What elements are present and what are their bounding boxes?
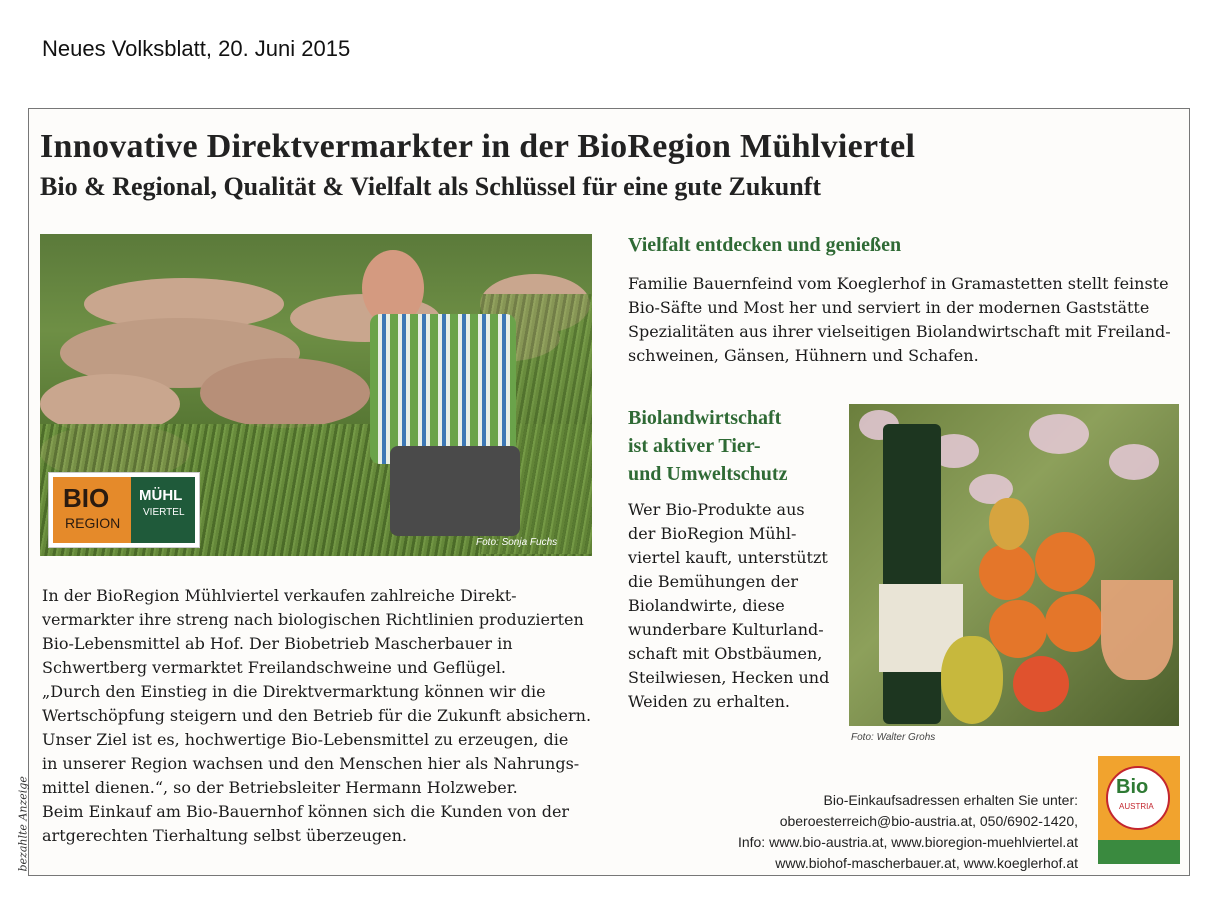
photo-credit: Foto: Walter Grohs bbox=[851, 732, 936, 743]
text-line: Wertschöpfung steigern und den Betrieb für die Zukunft absichern. bbox=[42, 706, 592, 725]
paid-ad-label: bezahlte Anzeige bbox=[16, 776, 30, 872]
text-line: in unserer Region wachsen und den Menschen hier als Nahrungs- bbox=[42, 754, 580, 773]
bioregion-muehlviertel-logo bbox=[48, 472, 200, 548]
source-line: Neues Volksblatt, 20. Juni 2015 bbox=[42, 36, 351, 61]
text-line: die Bemühungen der bbox=[628, 572, 798, 591]
left-body-text bbox=[42, 584, 602, 848]
text-line: Bio-Säfte und Most her und serviert in der modernen Gaststätte bbox=[628, 298, 1150, 317]
text-line: viertel kauft, unterstützt bbox=[628, 548, 828, 567]
logo-bio-text: BIO bbox=[63, 483, 110, 513]
headline: Innovative Direktvermarkter in der BioRegion Mühlviertel bbox=[40, 128, 916, 165]
heading-line: ist aktiver Tier- bbox=[628, 435, 761, 457]
section-heading-vielfalt: Vielfalt entdecken und genießen bbox=[628, 234, 902, 256]
bio-austria-logo bbox=[1098, 756, 1180, 864]
text-line: vermarkter ihre streng nach biologischen Richtlinien produzierten bbox=[42, 610, 584, 629]
text-line: Steilwiesen, Hecken und bbox=[628, 668, 830, 687]
text-line: artgerechten Tierhaltung selbst überzeugen. bbox=[42, 826, 407, 845]
heading-line: und Umweltschutz bbox=[628, 463, 788, 485]
section-body-vielfalt bbox=[628, 272, 1176, 368]
text-line: Spezialitäten aus ihrer vielseitigen Biolandwirtschaft mit Freiland- bbox=[628, 322, 1171, 341]
sidebar-note bbox=[6, 760, 30, 880]
text-line: Schwertberg vermarktet Freilandschweine und Geflügel. bbox=[42, 658, 507, 677]
text-line: Weiden zu erhalten. bbox=[628, 692, 791, 711]
text-line: Bio-Lebensmittel ab Hof. Der Biobetrieb Mascherbauer in bbox=[42, 634, 513, 653]
fruit-juice-photo bbox=[849, 404, 1179, 726]
heading-line: Biolandwirtschaft bbox=[628, 407, 782, 429]
info-line: Bio-Einkaufsadressen erhalten Sie unter: bbox=[823, 792, 1078, 808]
text-line: der BioRegion Mühl- bbox=[628, 524, 797, 543]
info-line: Info: www.bio-austria.at, www.bioregion-muehlviertel.at bbox=[737, 834, 1078, 850]
logo-viertel-text: VIERTEL bbox=[143, 507, 185, 518]
text-line: schaft mit Obstbäumen, bbox=[628, 644, 823, 663]
subheadline: Bio & Regional, Qualität & Vielfalt als Schlüssel für eine gute Zukunft bbox=[40, 172, 822, 201]
info-block bbox=[680, 790, 1078, 874]
text-line: Beim Einkauf am Bio-Bauernhof können sich die Kunden von der bbox=[42, 802, 570, 821]
text-line: „Durch den Einstieg in die Direktvermarktung können wir die bbox=[42, 682, 546, 701]
section-heading-biolandwirtschaft bbox=[628, 404, 838, 488]
bio-austria-logo-austria: AUSTRIA bbox=[1119, 802, 1154, 811]
photo-credit: Foto: Sonja Fuchs bbox=[476, 537, 558, 548]
info-line: www.biohof-mascherbauer.at, www.koeglerhof.at bbox=[775, 855, 1078, 871]
text-line: In der BioRegion Mühlviertel verkaufen zahlreiche Direkt- bbox=[42, 586, 517, 605]
section-body-biolandwirtschaft bbox=[628, 498, 838, 714]
text-line: mittel dienen.“, so der Betriebsleiter Hermann Holzweber. bbox=[42, 778, 518, 797]
bio-austria-logo-bio: Bio bbox=[1116, 776, 1149, 798]
text-line: schweinen, Gänsen, Hühnern und Schafen. bbox=[628, 346, 979, 365]
text-line: wunderbare Kulturland- bbox=[628, 620, 824, 639]
logo-muhl-text: MÜHL bbox=[139, 487, 183, 504]
text-line: Familie Bauernfeind vom Koeglerhof in Gramastetten stellt feinste bbox=[628, 274, 1169, 293]
info-line: oberoesterreich@bio-austria.at, 050/6902-1420, bbox=[779, 813, 1078, 829]
text-line: Biolandwirte, diese bbox=[628, 596, 785, 615]
text-line: Unser Ziel ist es, hochwertige Bio-Lebensmittel zu erzeugen, die bbox=[42, 730, 569, 749]
logo-region-text: REGION bbox=[65, 515, 121, 531]
text-line: Wer Bio-Produkte aus bbox=[628, 500, 805, 519]
